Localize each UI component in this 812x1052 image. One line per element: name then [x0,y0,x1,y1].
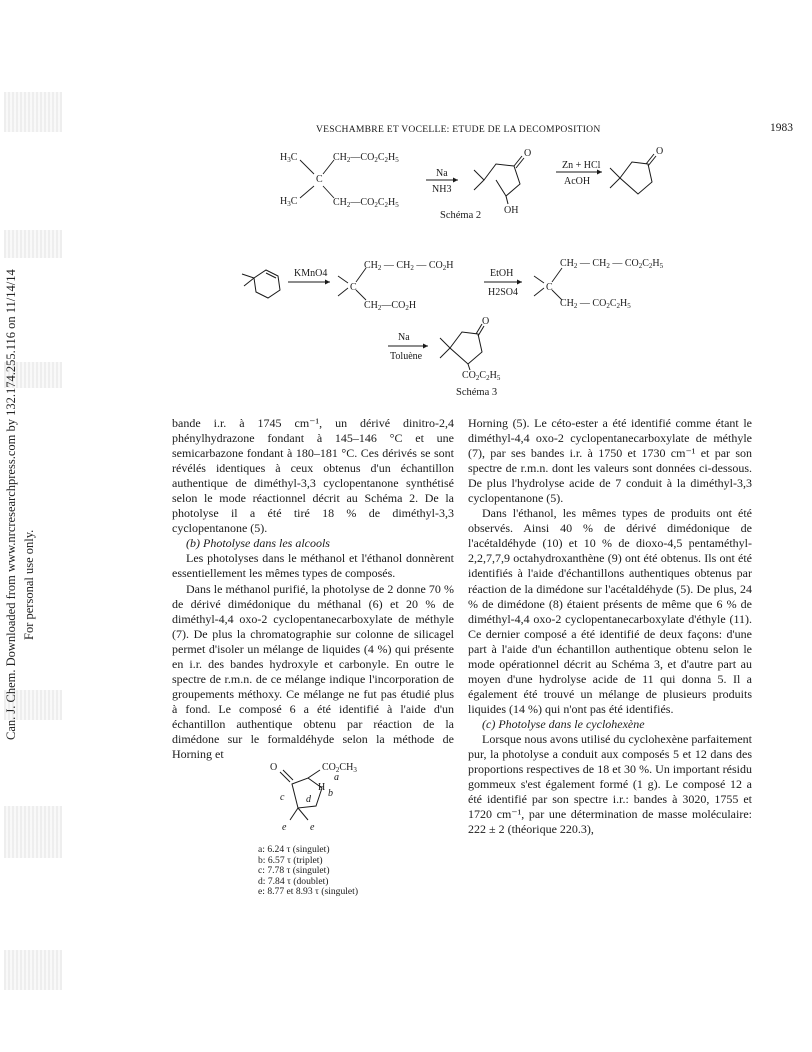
running-title: VESCHAMBRE ET VOCELLE: ETUDE DE LA DECOMPOSITION [316,124,601,135]
paragraph: Dans le méthanol purifié, la photolyse de 2 donne 70 % de dérivé dimédonique du méthanal (6) et 20 % de diméthyl-4,4 oxo-2 cyclopentanecarboxylate de méthyle (7). De plus la chromatographie sur colonne de silicagel permet d'isoler un mélange de liquides (4 %) qui présente en i.r. des bandes hydroxyle et carbonyle. En outre le spectre de r.m.n. de ce mélange indique l'incorporation de groupements méthoxy. Ce mélange ne fut pas étudié plus à fond. Le composé 6 a été identifié à l'aide d'un échantillon authentique obtenu par réaction de la dimédone sur le formaldéhyde selon la méthode de Horning et [172,581,454,762]
svg-text:c: c [280,792,285,803]
svg-text:H3C: $H_3C$ [280,152,298,164]
scan-noise [4,950,62,990]
svg-text:CO2CH3: $CO_2CH_3$ [322,762,357,774]
scheme-3-diagram [228,250,708,380]
scheme-2-caption: Schéma 2 [440,210,482,221]
left-column [172,416,454,762]
svg-text:O: O [270,762,278,773]
svg-text:H3C: $H_3C$ [280,196,298,208]
svg-text:e: e [310,822,315,833]
reagent-na-2: Na [398,332,410,343]
svg-text:a: a [334,772,339,783]
reagent-na: Na [436,168,448,179]
svg-text:O: O [482,316,490,327]
reaction-arrow-na [388,332,428,362]
svg-text:d: d [306,794,311,805]
scan-noise [4,806,62,858]
svg-text:CH2 — CO2C2H5: $CH_2$ — $CO_2C_2H_5$ [560,298,631,310]
reaction-arrow-1 [426,168,458,195]
svg-text:CH2 — CH2 — CO2C2H5: $CH_2$ — $CH_2$ — $CO_2C_2H_5$ [560,258,664,270]
download-note [4,262,44,742]
svg-text:C: C [546,282,553,293]
keto-ester-structure [440,316,501,380]
scheme-3-caption: Schéma 3 [456,387,498,398]
reagent-toluene: Toluène [390,351,423,362]
paragraph: bande i.r. à 1745 cm⁻¹, un dérivé dinitro-2,4 phénylhydrazone fondant à 145–146 °C et une semicarbazone fondant à 180–181 °C. Ces dérivés se sont révélés identiques à ceux obtenus d'un échantillon authentique de diméthyl-3,3 cyclopentanone synthétisé selon le mode réactionnel décrit au Schéma 2. De la photolyse il a été tiré 18 % de diméthyl-3,3 cyclopentanone (5). [172,416,454,536]
reagent-h2so4: H2SO4 [488,287,519,298]
reaction-arrow-kmno4 [288,268,330,285]
reaction-arrow-etoh [484,268,522,298]
svg-text:e: e [282,822,287,833]
paragraph: Horning (5). Le céto-ester a été identifié comme étant le diméthyl-4,4 oxo-2 cyclopentanecarboxylate de méthyle (7), par ses bandes i.r. à 1750 et 1730 cm⁻¹ et par son spectre de r.m.n. dont les valeurs sont données ci-dessous. De plus l'hydrolyse acide de 7 conduit à la diméthyl-3,3 cyclopentanone (5). [468,416,752,506]
nmr-shift-d: d: 7.84 τ (doublet) [258,875,329,887]
dimethyl-cyclohexene-structure [242,270,280,298]
scan-noise [4,230,62,258]
svg-text:CH2 — CH2 — CO2H: $CH_2$ — $CH_2$ — $CO_2H$ [364,260,454,272]
reagent-acoh: AcOH [564,176,591,187]
reaction-arrow-2 [556,160,602,187]
reagent-zn-hcl: Zn + HCl [562,160,601,171]
scan-noise [4,92,62,132]
dimethyl-cyclopentanone-structure [610,146,663,194]
svg-text:O: O [524,148,532,159]
page-number: 1983 [770,122,793,134]
nmr-shift-e: e: 8.77 et 8.93 τ (singulet) [258,886,359,898]
paragraph: Dans l'éthanol, les mêmes types de produits ont été observés. Ainsi 40 % de dérivé dimédonique de l'acétaldéhyde (10) et 10 % de dioxo-4,5 pentaméthyl-2,2,7,7,9 octahydroxanthène (9) ont été obtenus. Ils ont été identifiés à l'aide d'échantillons authentiques obtenus par réaction de la dimédone sur l'acétaldéhyde (5). De plus, 24 % de dimédone (8) étaient présents de même que 6 % de diméthyl-4,4 oxo-2 cyclopentanecarboxylate d'éthyle (11). Ce dernier composé a été identifié de deux façons: d'une part à l'aide d'un échantillon authentique obtenu selon le mode opérationnel décrit au Schéma 3, et d'autre part au moyen d'une hydrolyse acide de 11 qui donna 5. Il a également été trouvé un mélange de plusieurs produits liquides (14 %) qui n'ont pas été identifiés. [468,506,752,716]
reagent-nh3: NH3 [432,184,452,195]
right-column [468,416,752,837]
svg-text:CH2—CO2C2H5: $CH_2—CO_2C_2H_5$ [333,152,399,164]
svg-text:CH2—CO2H: $CH_2—CO_2H$ [364,300,417,312]
compound-7-structure [262,758,382,840]
reagent-etoh: EtOH [490,268,514,279]
svg-text:OH: OH [504,205,519,216]
svg-text:CO2C2H5: $CO_2C_2H_5$ [462,370,501,380]
section-heading-c: (c) Photolyse dans le cyclohexène [482,716,645,731]
download-note-line1: Can. J. Chem. Downloaded from www.nrcresearchpress.com by 132.174.255.116 on 11/14/14 [4,269,18,740]
diacid-structure [338,260,453,312]
svg-text:b: b [328,788,333,799]
nmr-shift-a: a: 6.24 τ (singulet) [258,844,330,855]
paragraph: Les photolyses dans le méthanol et l'éthanol donnèrent essentiellement les mêmes types de composés. [172,551,454,581]
nmr-shift-list [258,845,358,898]
nmr-shift-c: c: 7.78 τ (singulet) [258,865,330,877]
hydroxy-cyclopentanone-structure [474,148,531,216]
svg-text:O: O [656,146,664,157]
paragraph: Lorsque nous avons utilisé du cyclohexène parfaitement pur, la photolyse a conduit aux composés 5 et 12 dans des proportions respectives de 18 et 30 %. Un important résidu gommeux s'est également formé (1 g). Le composé 12 a été identifié par son spectre i.r.: bandes à 3020, 1755 et 1720 cm⁻¹, par une détermination de masse moléculaire: 222 ± 2 (théorique 220.3), [468,731,752,837]
diester-structure [534,258,664,310]
svg-text:C: C [350,282,357,293]
nmr-shift-b: b: 6.57 τ (triplet) [258,854,323,866]
svg-text:CH2—CO2C2H5: $CH_2—CO_2C_2H_5$ [333,197,399,209]
reagent-kmno4: KMnO4 [294,268,328,279]
svg-text:H: H [318,782,326,793]
section-heading-b: (b) Photolyse dans les alcools [186,536,330,551]
download-note-line2: For personal use only. [22,529,36,640]
svg-text:C: C [316,174,323,185]
